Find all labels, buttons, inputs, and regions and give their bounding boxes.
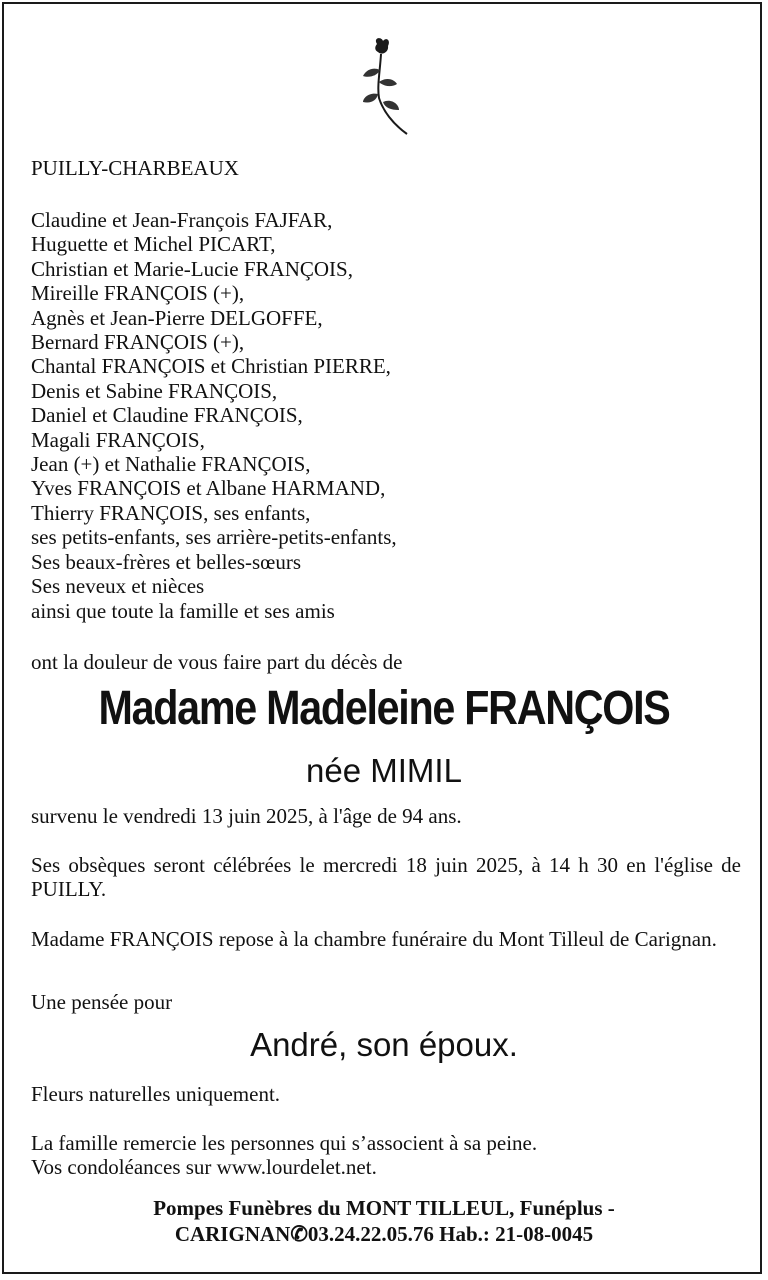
announcement-paragraph — [31, 650, 741, 674]
family-line: Ses neveux et nièces — [31, 574, 205, 599]
family-line: Mireille FRANÇOIS (+), — [31, 281, 245, 306]
spouse-line: André, son époux. — [250, 1026, 518, 1063]
family-line: Jean (+) et Nathalie FRANÇOIS, — [31, 452, 311, 477]
family-line: Huguette et Michel PICART, — [31, 232, 276, 257]
announcement-text: ont la douleur de vous faire part du décès de — [31, 650, 403, 674]
family-list — [31, 208, 741, 623]
death-info-paragraph — [31, 804, 741, 828]
rest-text: Madame FRANÇOIS repose à la chambre funéraire du Mont Tilleul de Carignan. — [31, 927, 717, 951]
family-line: ses petits-enfants, ses arrière-petits-enfants, — [31, 525, 397, 550]
family-line: Chantal FRANÇOIS et Christian PIERRE, — [31, 354, 391, 379]
flowers-paragraph — [31, 1082, 741, 1106]
funeral-text: Ses obsèques seront célébrées le mercredi 18 juin 2025, à 14 h 30 en l'église de PUILLY. — [31, 853, 741, 902]
condolences-text: Vos condoléances sur www.lourdelet.net. — [31, 1155, 377, 1180]
family-line: Magali FRANÇOIS, — [31, 427, 205, 452]
town-name: PUILLY-CHARBEAUX — [31, 156, 239, 180]
footer-line-1: Pompes Funèbres du MONT TILLEUL, Funéplus - — [153, 1196, 615, 1220]
family-line: Agnès et Jean-Pierre DELGOFFE, — [31, 305, 323, 330]
family-line: Daniel et Claudine FRANÇOIS, — [31, 403, 303, 428]
death-info-text: survenu le vendredi 13 juin 2025, à l'âge de 94 ans. — [31, 804, 462, 828]
footer-town: CARIGNAN — [174, 1222, 291, 1246]
thought-text: Une pensée pour — [31, 990, 173, 1014]
rose-icon — [355, 36, 415, 138]
family-line: Denis et Sabine FRANÇOIS, — [31, 378, 278, 403]
family-line: Christian et Marie-Lucie FRANÇOIS, — [31, 256, 353, 281]
town-heading — [31, 156, 741, 180]
deceased-birth-name: née MIMIL — [306, 752, 462, 789]
deceased-name: Madame Madeleine FRANÇOIS — [98, 682, 670, 735]
family-line: Bernard FRANÇOIS (+), — [31, 330, 245, 355]
funeral-home-footer — [0, 1195, 768, 1247]
family-line: Ses beaux-frères et belles-sœurs — [31, 549, 301, 574]
footer-contact: 03.24.22.05.76 Hab.: 21-08-0045 — [307, 1222, 594, 1246]
phone-icon: ✆ — [290, 1222, 308, 1246]
thanks-text: La famille remercie les personnes qui s’associent à sa peine. — [31, 1131, 538, 1155]
rest-paragraph — [31, 927, 741, 951]
footer-line-2 — [0, 1221, 768, 1247]
flowers-text: Fleurs naturelles uniquement. — [31, 1082, 281, 1106]
family-line: Yves FRANÇOIS et Albane HARMAND, — [31, 476, 386, 501]
funeral-paragraph — [31, 853, 741, 902]
thought-paragraph — [31, 990, 741, 1014]
family-line: Claudine et Jean-François FAJFAR, — [31, 208, 333, 232]
family-line: Thierry FRANÇOIS, ses enfants, — [31, 500, 311, 525]
closing-paragraph — [31, 1131, 741, 1180]
family-line: ainsi que toute la famille et ses amis — [31, 598, 335, 623]
